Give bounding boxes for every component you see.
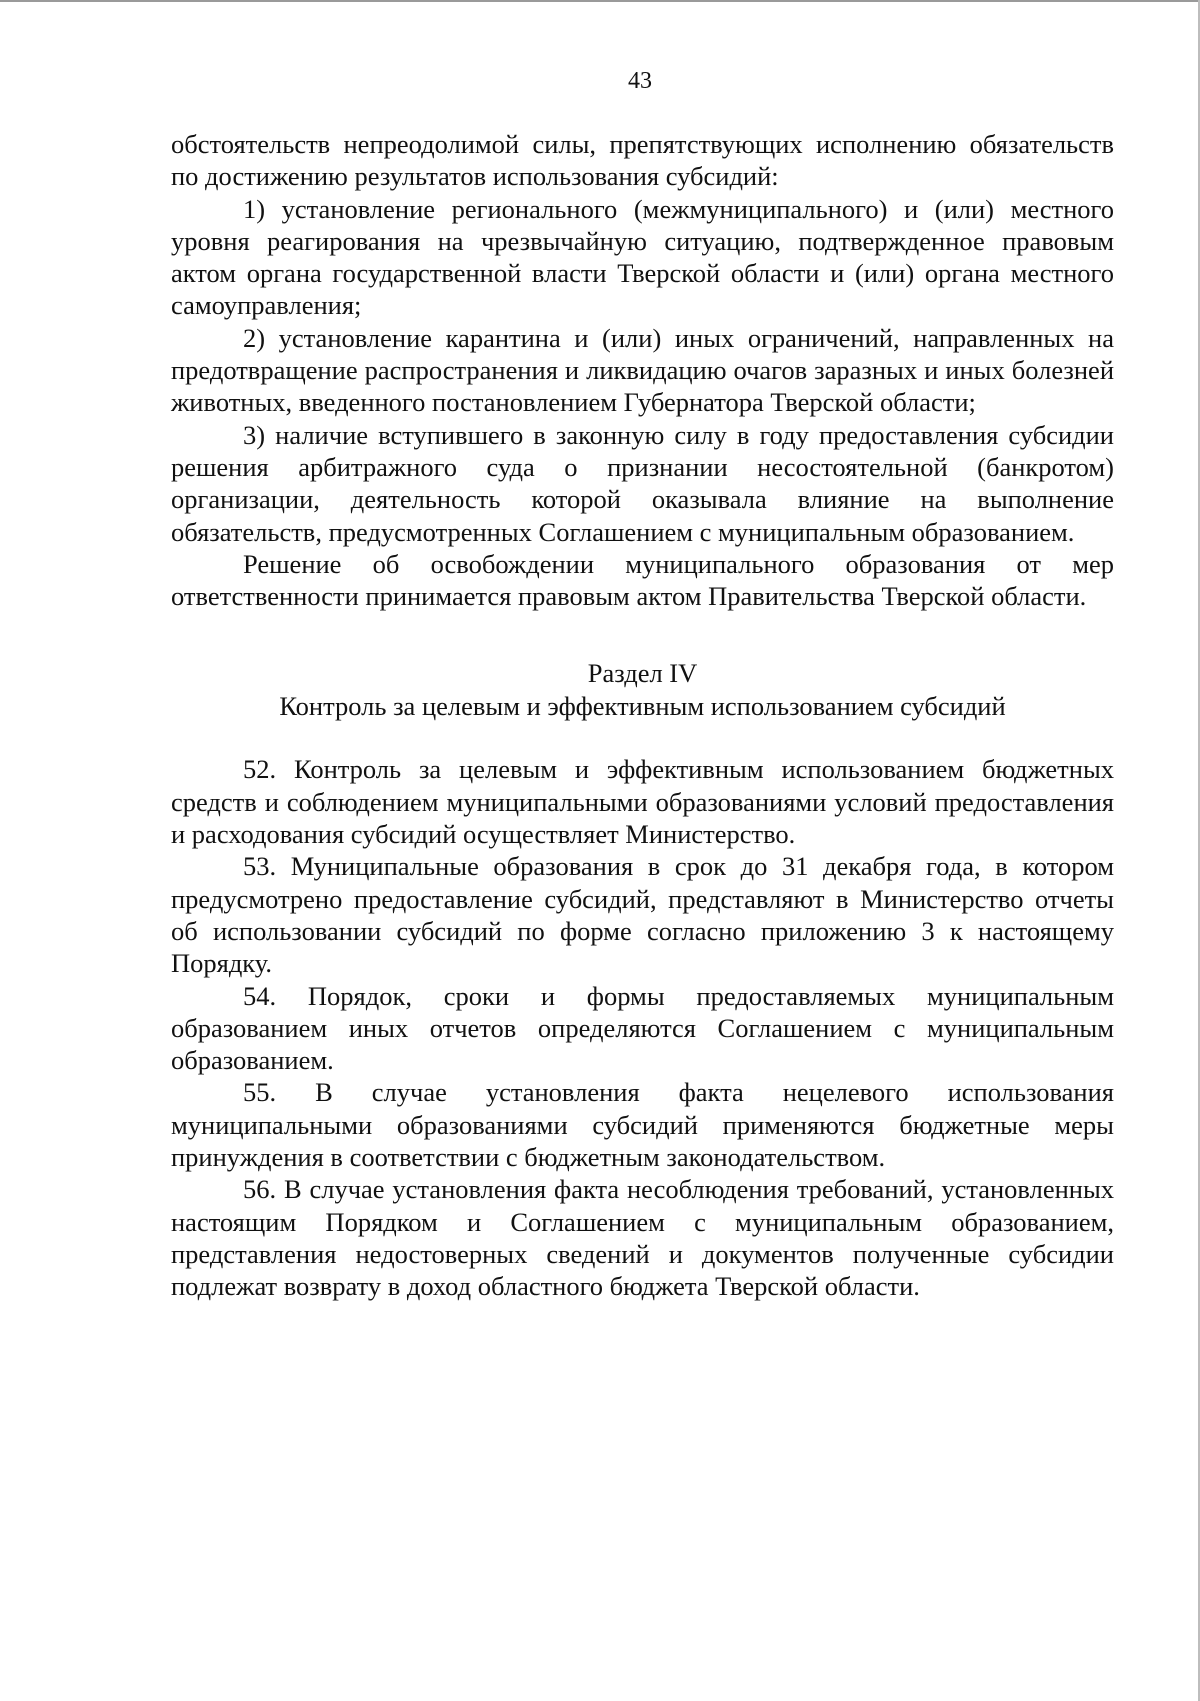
paragraph-release-decision: Решение об освобождении муниципального образования от мер ответственности принимается правовым актом Правительства Тверской области.	[171, 548, 1114, 612]
paragraph-54: 54. Порядок, сроки и формы предоставляемых муниципальным образованием иных отчетов определяются Соглашением с муниципальным образованием.	[171, 980, 1114, 1076]
paragraph-52: 52. Контроль за целевым и эффективным использованием бюджетных средств и соблюдением муниципальными образованиями условий предоставления и расходования субсидий осуществляет Министерство.	[171, 754, 1114, 850]
paragraph-item-1: 1) установление регионального (межмуниципального) и (или) местного уровня реагирования на чрезвычайную ситуацию, подтвержденное правовым актом органа государственной власти Тверской области и (или) органа местного самоуправления;	[171, 193, 1114, 321]
scan-edge-top	[0, 0, 1200, 2]
page-number: 43	[628, 68, 652, 94]
paragraph-53: 53. Муниципальные образования в срок до 31 декабря года, в котором предусмотрено предоставление субсидий, представляют в Министерство отчеты об использовании субсидий по форме согласно приложению 3 к настоящему Порядку.	[171, 851, 1114, 979]
section-gap-after	[171, 723, 1114, 753]
paragraph-item-2: 2) установление карантина и (или) иных ограничений, направленных на предотвращение распространения и ликвидацию очагов заразных и иных болезней животных, введенного постановлением Губернатора Тверской области;	[171, 322, 1114, 418]
section-label: Раздел IV	[587, 658, 698, 689]
section-gap	[171, 612, 1114, 657]
paragraph-continuation: обстоятельств непреодолимой силы, препятствующих исполнению обязательств по достижению результатов использования субсидий:	[171, 129, 1114, 192]
paragraph-55: 55. В случае установления факта нецелевого использования муниципальными образованиями субсидий применяются бюджетные меры принуждения в соответствии с бюджетным законодательством.	[171, 1077, 1114, 1173]
section-title: Контроль за целевым и эффективным использованием субсидий	[279, 691, 1006, 722]
paragraph-56: 56. В случае установления факта несоблюдения требований, установленных настоящим Порядком и Соглашением с муниципальным образованием, представления недостоверных сведений и документов полученные субсидии подлежат возврату в доход областного бюджета Тверской области.	[171, 1174, 1114, 1302]
paragraph-item-3: 3) наличие вступившего в законную силу в году предоставления субсидии решения арбитражного суда о признании несостоятельной (банкротом) организации, деятельность которой оказывала влияние на выполнение обязательств, предусмотренных Соглашением с муниципальным образованием.	[171, 419, 1114, 547]
document-body	[171, 128, 1114, 1303]
